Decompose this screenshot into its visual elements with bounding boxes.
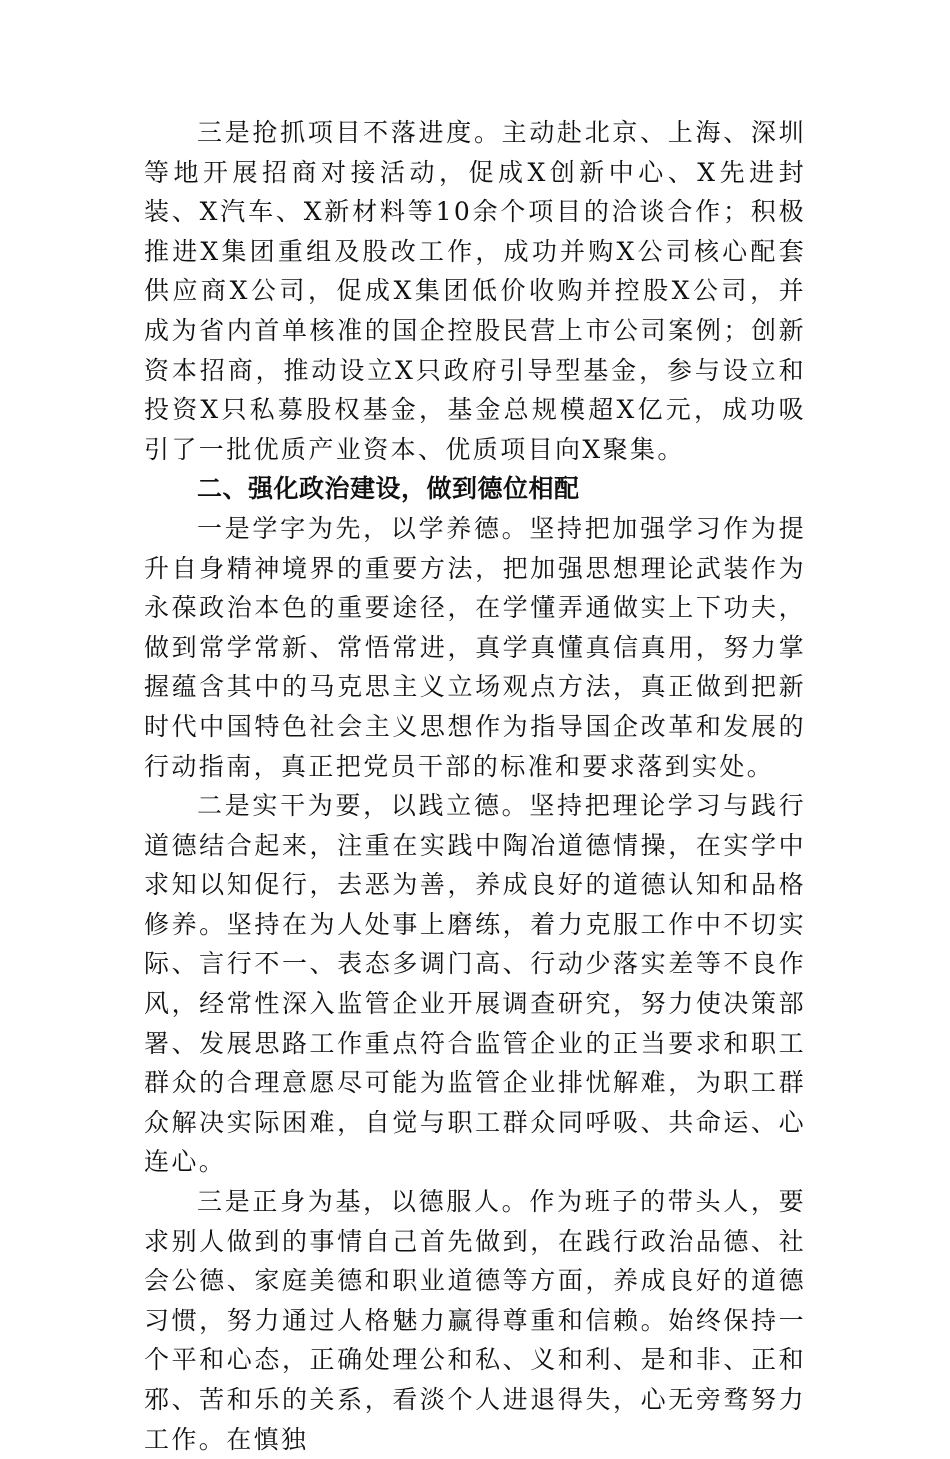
paragraph-learning-first: 一是学字为先，以学养德。坚持把加强学习作为提升自身精神境界的重要方法，把加强思想理论武装作为永葆政治本色的重要途径，在学懂弄通做实上下功夫，做到常学常新、常悟常进，真学真懂真信真用，努力掌握蕴含其中的马克思主义立场观点方法，真正做到把新时代中国特色社会主义思想作为指导国企改革和发展的行动指南，真正把党员干部的标准和要求落到实处。 <box>144 513 806 781</box>
section-heading-political-building: 二、强化政治建设，做到德位相配 <box>197 474 580 504</box>
document-body <box>144 113 806 1459</box>
paragraph-self-discipline: 三是正身为基，以德服人。作为班子的带头人，要求别人做到的事情自己首先做到，在践行政治品德、社会公德、家庭美德和职业道德等方面，养成良好的道德习惯，努力通过人格魅力赢得尊重和信赖。始终保持一个平和心态，正确处理公和私、义和利、是和非、正和邪、苦和乐的关系，看淡个人进退得失，心无旁骛努力工作。在慎独 <box>144 1187 806 1454</box>
paragraph-project-promotion: 三是抢抓项目不落进度。主动赴北京、上海、深圳等地开展招商对接活动，促成X创新中心、X先进封装、X汽车、X新材料等10余个项目的洽谈合作；积极推进X集团重组及股改工作，成功并购X公司核心配套供应商X公司，促成X集团低价收购并控股X公司，并成为省内首单核准的国企控股民营上市公司案例；创新资本招商，推动设立X只政府引导型基金，参与设立和投资X只私募股权基金，基金总规模超X亿元，成功吸引了一批优质产业资本、优质项目向X聚集。 <box>144 118 806 464</box>
paragraph-practice-essential: 二是实干为要，以践立德。坚持把理论学习与践行道德结合起来，注重在实践中陶冶道德情操，在实学中求知以知促行，去恶为善，养成良好的道德认知和品格修养。坚持在为人处事上磨练，着力克服工作中不切实际、言行不一、表态多调门高、行动少落实差等不良作风，经常性深入监管企业开展调查研究，努力使决策部署、发展思路工作重点符合监管企业的正当要求和职工群众的合理意愿尽可能为监管企业排忧解难，为职工群众解决实际困难，自觉与职工群众同呼吸、共命运、心连心。 <box>144 791 806 1177</box>
